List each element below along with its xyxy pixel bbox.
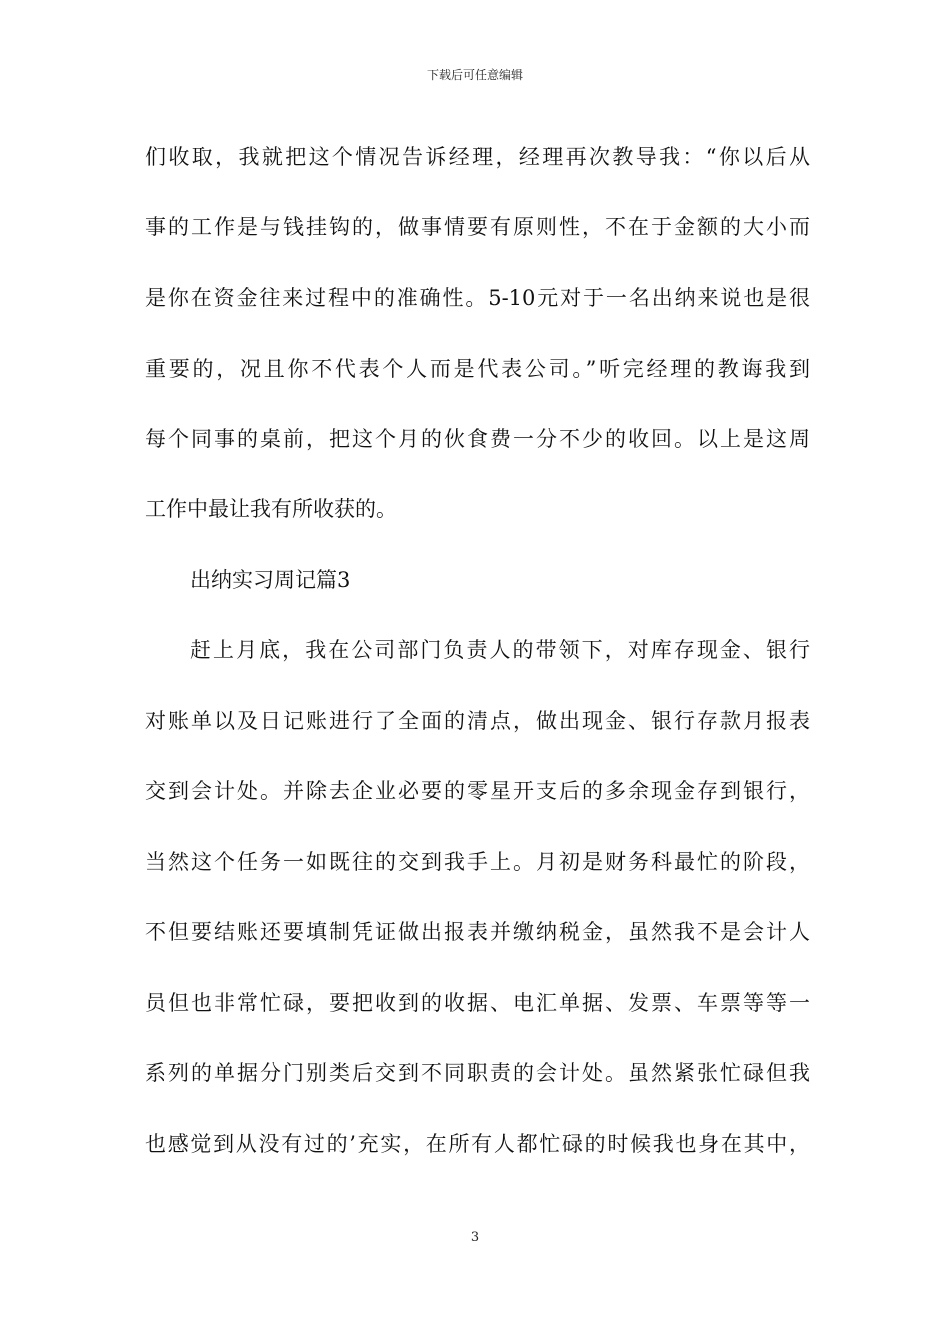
paragraph-line: 员但也非常忙碌，要把收到的收据、电汇单据、发票、车票等等一 <box>145 991 810 1015</box>
paragraph-line: 系列的单据分门别类后交到不同职责的会计处。虽然紧张忙碌但我 <box>145 1061 810 1085</box>
paragraph-line: 也感觉到从没有过的’充实，在所有人都忙碌的时候我也身在其中， <box>145 1132 810 1156</box>
paragraph-line: 事的工作是与钱挂钩的，做事情要有原则性，不在于金额的大小而 <box>145 215 810 239</box>
paragraph-line: 重要的，况且你不代表个人而是代表公司。”听完经理的教诲我到 <box>145 357 810 381</box>
paragraph-line: 当然这个任务一如既往的交到我手上。月初是财务科最忙的阶段， <box>145 850 810 874</box>
section-heading: 出纳实习周记篇3 <box>190 568 351 592</box>
paragraph-line: 每个同事的桌前，把这个月的伙食费一分不少的收回。以上是这周 <box>145 427 810 451</box>
header-note: 下载后可任意编辑 <box>426 68 523 82</box>
page-number: 3 <box>470 1230 480 1245</box>
paragraph-line: 工作中最让我有所收获的。 <box>145 497 397 521</box>
paragraph-line: 交到会计处。并除去企业必要的零星开支后的多余现金存到银行， <box>145 779 810 803</box>
paragraph-line: 们收取，我就把这个情况告诉经理，经理再次教导我：“你以后从 <box>145 145 810 169</box>
paragraph-line: 赶上月底，我在公司部门负责人的带领下，对库存现金、银行 <box>190 638 810 662</box>
paragraph-line: 不但要结账还要填制凭证做出报表并缴纳税金，虽然我不是会计人 <box>145 920 810 944</box>
paragraph-line: 对账单以及日记账进行了全面的清点，做出现金、银行存款月报表 <box>145 709 810 733</box>
paragraph-line: 是你在资金往来过程中的准确性。5-10元对于一名出纳来说也是很 <box>145 286 810 310</box>
